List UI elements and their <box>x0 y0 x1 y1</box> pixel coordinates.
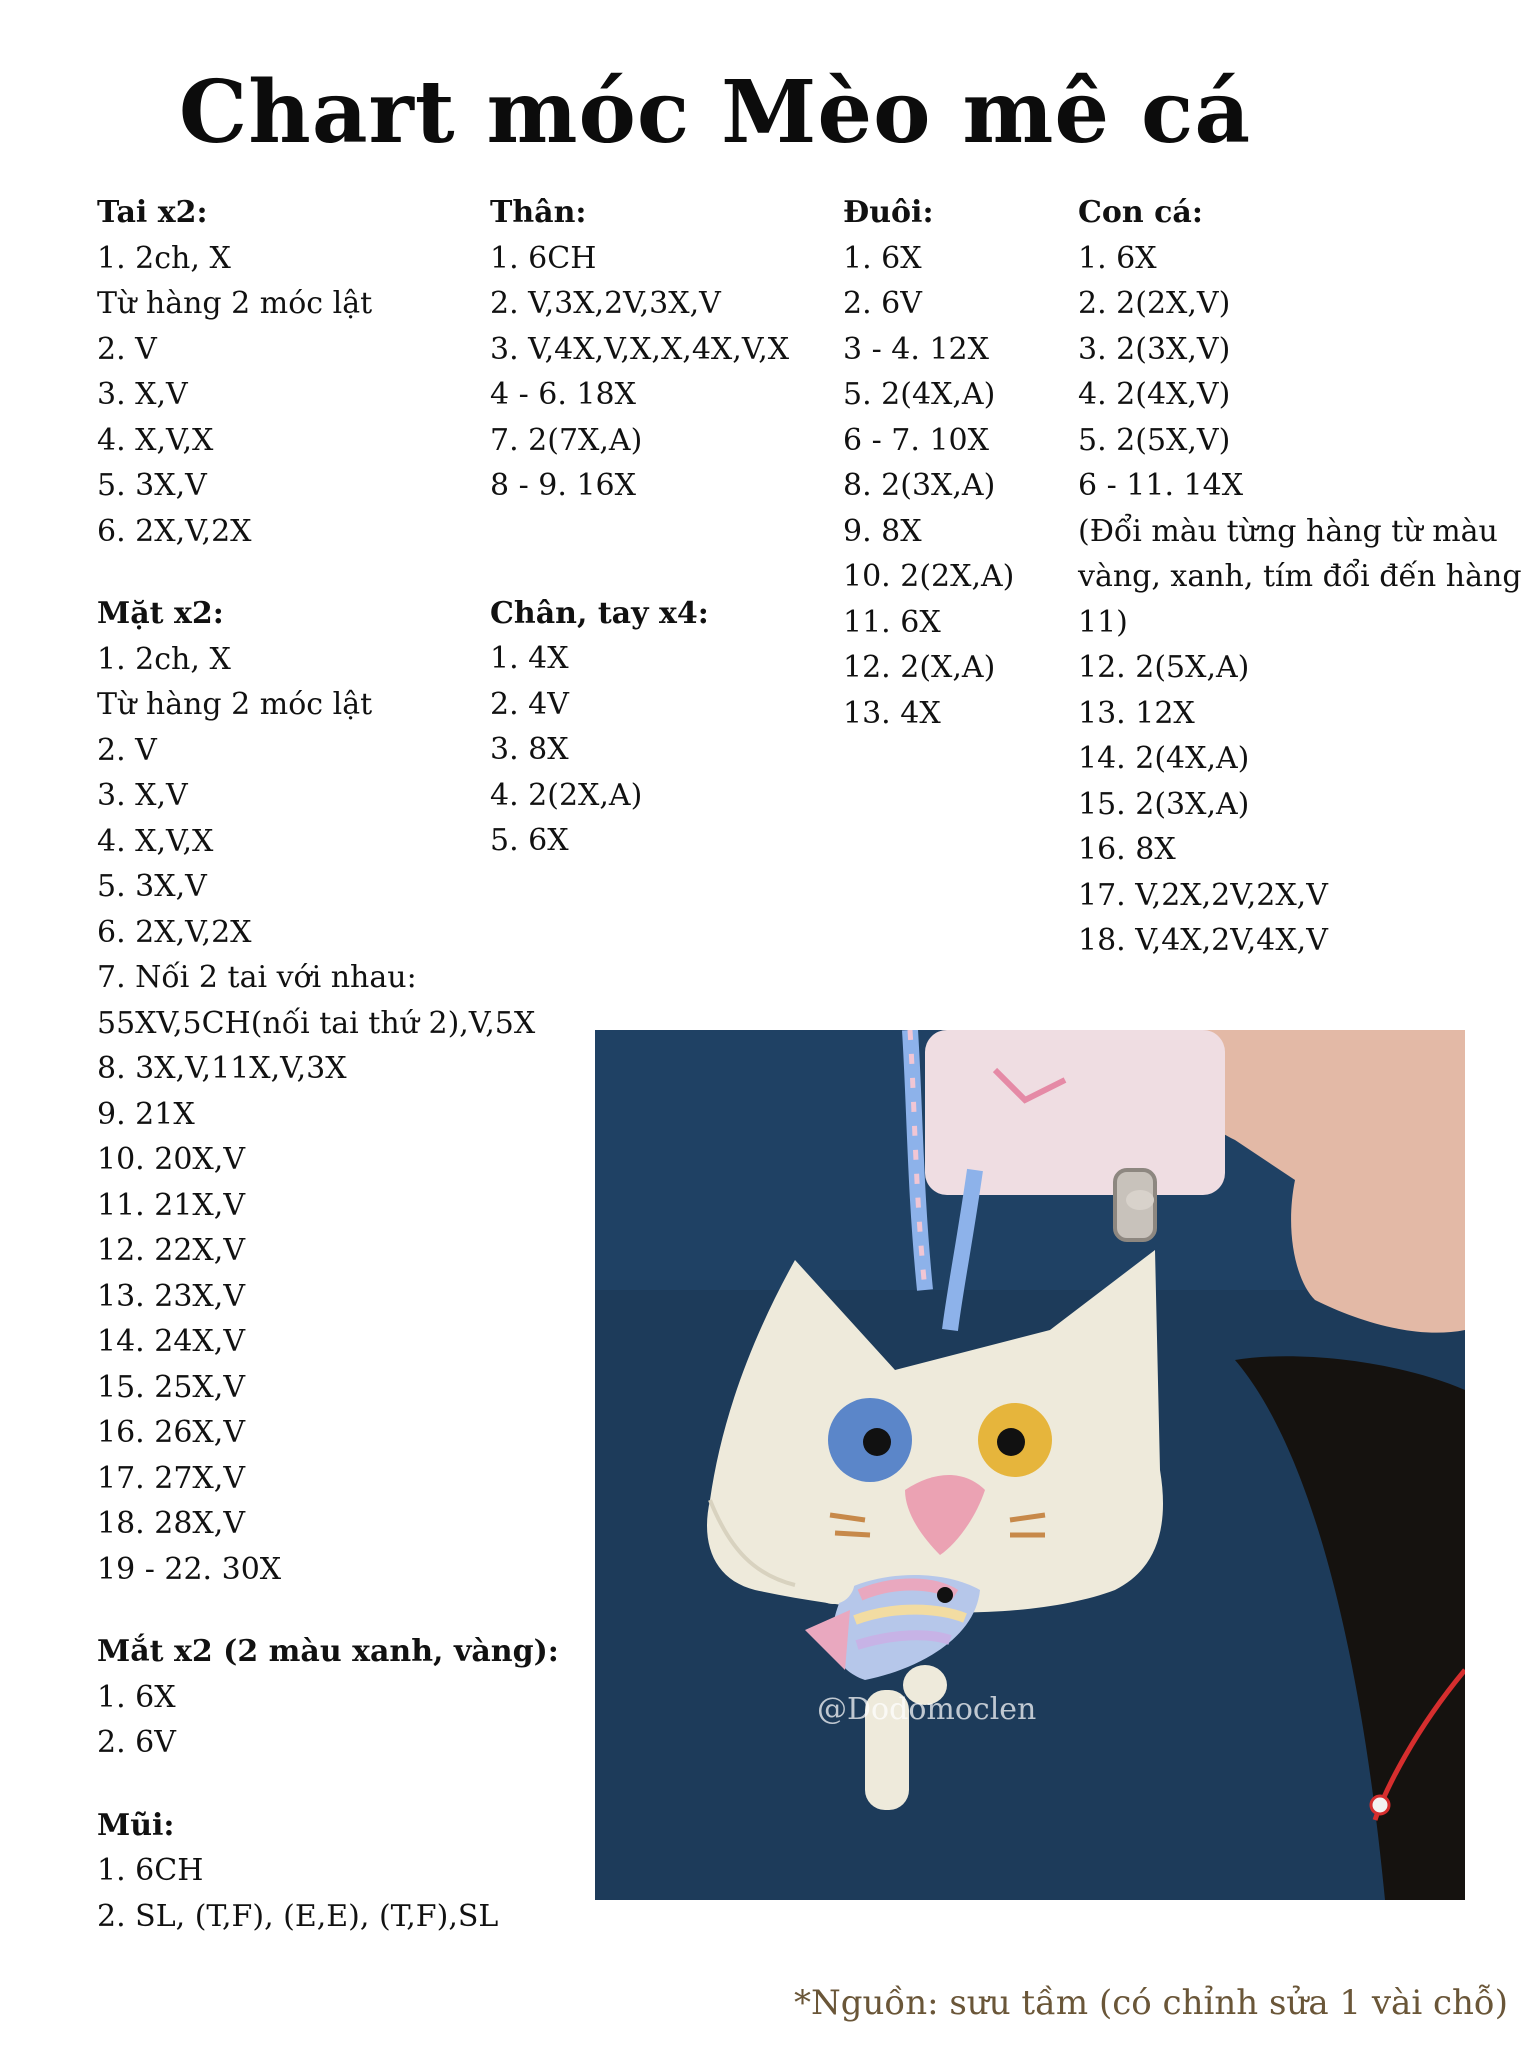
step-line: 15. 2(3X,A) <box>1078 786 1250 822</box>
step-line: 2. 4V <box>490 686 569 722</box>
section-chan-tay <box>490 591 820 864</box>
step-line: 2. 6V <box>97 1725 176 1760</box>
column-than-chan <box>490 190 820 901</box>
photo-illustration <box>595 1030 1465 1900</box>
step-line: 3. X,V <box>97 377 188 412</box>
section-heading: Mặt x2: <box>97 596 224 631</box>
step-line: 11. 21X,V <box>97 1187 245 1223</box>
step-line: 5. 6X <box>490 823 569 858</box>
step-line: 55XV,5CH(nối tai thứ 2),V,5X <box>97 1005 536 1041</box>
step-line: 3. V,4X,V,X,X,4X,V,X <box>490 331 790 367</box>
step-line: 1. 6CH <box>490 240 597 276</box>
step-line: 4. X,V,X <box>97 422 214 458</box>
step-line: 4. 2(4X,V) <box>1078 377 1231 412</box>
step-line: 4 - 6. 18X <box>490 377 636 412</box>
watermark: @Dodomoclen <box>817 1692 1037 1727</box>
section-duoi <box>843 190 1063 736</box>
step-line: 5. 2(4X,A) <box>843 377 996 412</box>
step-line: 1. 6X <box>1078 240 1157 276</box>
section-heading: Tai x2: <box>97 195 208 230</box>
step-line: 3. 2(3X,V) <box>1078 331 1231 367</box>
step-line: 4. X,V,X <box>97 823 214 859</box>
step-line: 6. 2X,V,2X <box>97 513 252 549</box>
step-line: 13. 4X <box>843 695 941 731</box>
section-heading: Con cá: <box>1078 195 1203 230</box>
step-line: 9. 21X <box>97 1096 195 1132</box>
step-line: 1. 2ch, X <box>97 641 231 677</box>
step-line: 11. 6X <box>843 604 941 640</box>
step-line: 12. 22X,V <box>97 1233 245 1268</box>
step-line: 13. 23X,V <box>97 1278 245 1314</box>
section-heading: Thân: <box>490 195 587 230</box>
step-line: 9. 8X <box>843 513 922 549</box>
step-line: 19 - 22. 30X <box>97 1551 282 1587</box>
step-line: 16. 8X <box>1078 832 1176 867</box>
step-line: 18. 28X,V <box>97 1506 245 1541</box>
step-line: 6. 2X,V,2X <box>97 914 252 950</box>
step-line: 8 - 9. 16X <box>490 468 636 503</box>
section-heading: Chân, tay x4: <box>490 595 709 631</box>
crochet-cat-photo <box>595 1030 1465 1900</box>
step-line: 1. 6CH <box>97 1853 204 1888</box>
section-heading: Mũi: <box>97 1807 175 1843</box>
step-line: 12. 2(5X,A) <box>1078 650 1250 685</box>
step-line: 1. 6X <box>97 1679 176 1715</box>
step-line: Từ hàng 2 móc lật <box>97 286 373 321</box>
step-line: 14. 24X,V <box>97 1324 245 1359</box>
color-note: (Đổi màu từng hàng từ màu vàng, xanh, tím đổi đến hàng 11) <box>1078 513 1522 640</box>
step-line: 8. 3X,V,11X,V,3X <box>97 1051 347 1086</box>
step-line: 16. 26X,V <box>97 1415 245 1450</box>
section-con-ca <box>1078 190 1528 964</box>
column-con-ca <box>1078 190 1528 1001</box>
step-line: 2. V <box>97 732 157 768</box>
step-line: 14. 2(4X,A) <box>1078 741 1250 776</box>
step-line: 15. 25X,V <box>97 1369 245 1405</box>
step-line: 4. 2(2X,A) <box>490 777 643 813</box>
step-line: 18. V,4X,2V,4X,V <box>1078 923 1328 958</box>
step-line: 3 - 4. 12X <box>843 331 989 367</box>
step-line: 17. 27X,V <box>97 1460 245 1496</box>
step-line: 2. SL, (T,F), (E,E), (T,F),SL <box>97 1898 499 1934</box>
step-line: 13. 12X <box>1078 695 1195 731</box>
step-line: 2. 2(2X,V) <box>1078 286 1231 321</box>
step-line: 7. 2(7X,A) <box>490 422 643 458</box>
step-line: 6 - 11. 14X <box>1078 468 1244 503</box>
step-line: 2. 6V <box>843 286 922 321</box>
step-line: 1. 6X <box>843 240 922 276</box>
step-line: 17. V,2X,2V,2X,V <box>1078 877 1328 913</box>
step-line: 1. 2ch, X <box>97 240 231 276</box>
step-line: 7. Nối 2 tai với nhau: <box>97 960 417 995</box>
step-line: 6 - 7. 10X <box>843 422 989 458</box>
step-line: 2. V,3X,2V,3X,V <box>490 286 721 321</box>
step-line: 1. 4X <box>490 641 569 676</box>
step-line: 5. 3X,V <box>97 468 207 503</box>
section-mat-eye <box>97 1629 567 1766</box>
source-credit: *Nguồn: sưu tầm (có chỉnh sửa 1 vài chỗ) <box>794 1983 1508 2023</box>
step-line: 5. 2(5X,V) <box>1078 422 1231 458</box>
step-line: 5. 3X,V <box>97 869 207 904</box>
step-line: 12. 2(X,A) <box>843 650 996 685</box>
column-duoi <box>843 190 1063 773</box>
section-mui <box>97 1803 567 1940</box>
step-line: 3. 8X <box>490 732 569 767</box>
step-line: 8. 2(3X,A) <box>843 468 996 503</box>
step-line: 10. 2(2X,A) <box>843 559 1015 594</box>
step-line: 10. 20X,V <box>97 1142 245 1177</box>
step-line: Từ hàng 2 móc lật <box>97 687 373 722</box>
section-heading: Đuôi: <box>843 195 934 230</box>
step-line: 2. V <box>97 331 157 367</box>
step-line: 3. X,V <box>97 778 188 813</box>
section-than <box>490 190 820 509</box>
section-heading: Mắt x2 (2 màu xanh, vàng): <box>97 1634 559 1669</box>
page-title: Chart móc Mèo mê cá <box>178 62 1252 163</box>
